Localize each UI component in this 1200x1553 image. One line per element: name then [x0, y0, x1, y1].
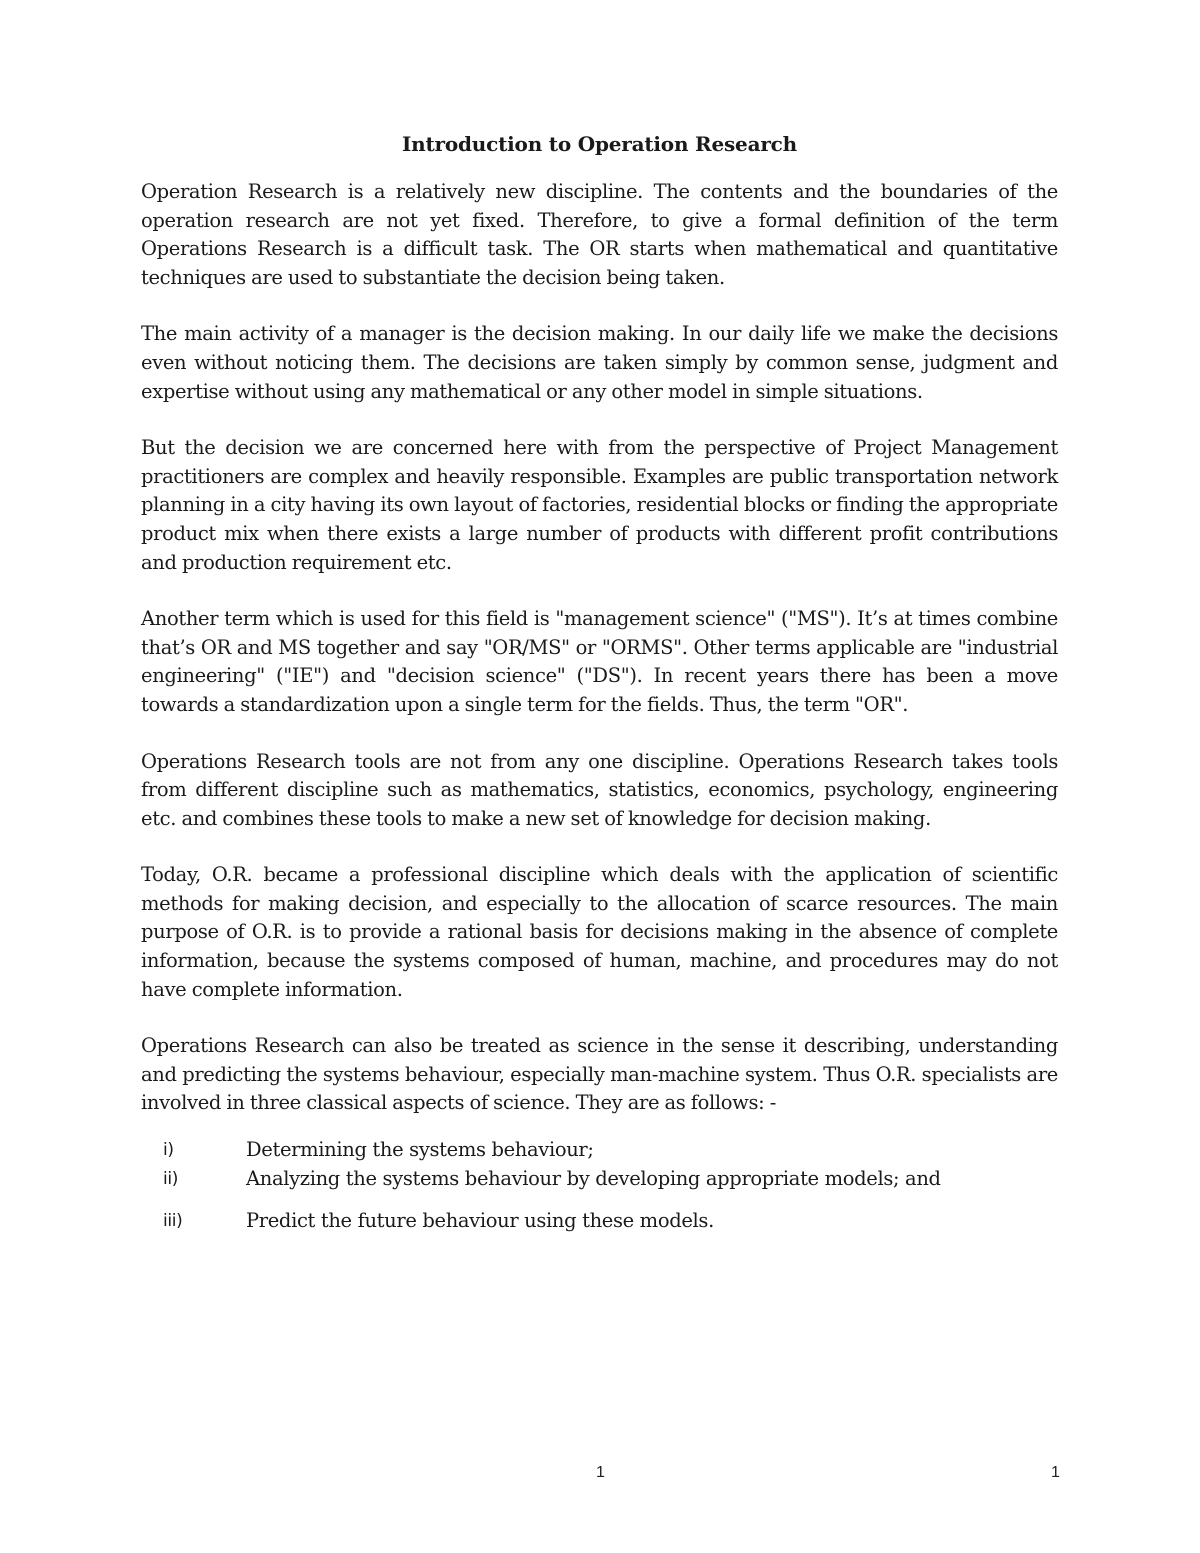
list-item-number: iii): [163, 1211, 183, 1232]
document-body: [141, 130, 1058, 1236]
page-number-right: 1: [1051, 1464, 1060, 1481]
list-item: [141, 1136, 1058, 1165]
paragraph-management-science: Another term which is used for this field is "management science" ("MS"). It’s at times combine that’s OR and MS together and say "OR/MS" or "ORMS". Other terms applicable are "industrial engineering" ("IE") and "decision science" ("DS"). In recent years there has been a move towards a standardization upon a single term for the fields. Thus, the term "OR".: [141, 607, 1058, 716]
aspects-list: [141, 1136, 1058, 1236]
list-item-text: Determining the systems behaviour;: [246, 1138, 594, 1162]
paragraph-science-aspects: Operations Research can also be treated as science in the sense it describing, understanding and predicting the systems behaviour, especially man-machine system. Thus O.R. specialists are involved in three classical aspects of science. They are as follows: -: [141, 1034, 1058, 1115]
paragraph-manager-decision: The main activity of a manager is the decision making. In our daily life we make the decisions even without noticing them. The decisions are taken simply by common sense, judgment and expertise without using any mathematical or any other model in simple situations.: [141, 322, 1058, 403]
paragraph-definition: Operation Research is a relatively new discipline. The contents and the boundaries of the operation research are not yet fixed. Therefore, to give a formal definition of the term Operations Research is a difficult task. The OR starts when mathematical and quantitative techniques are used to substantiate the decision being taken.: [141, 180, 1058, 289]
paragraph-complex-decisions: But the decision we are concerned here with from the perspective of Project Management practitioners are complex and heavily responsible. Examples are public transportation network planning in a city having its own layout of factories, residential blocks or finding the appropriate product mix when there exists a large number of products with different profit contributions and production requirement etc.: [141, 436, 1058, 574]
list-item-number: ii): [163, 1168, 179, 1189]
list-item: [141, 1207, 1058, 1236]
paragraph-tools: Operations Research tools are not from any one discipline. Operations Research takes tools from different discipline such as mathematics, statistics, economics, psychology, engineering etc. and combines these tools to make a new set of knowledge for decision making.: [141, 749, 1058, 830]
list-item: [141, 1165, 1058, 1194]
list-item-text: Predict the future behaviour using these models.: [246, 1209, 714, 1233]
list-item-number: i): [163, 1140, 174, 1161]
list-item-text: Analyzing the systems behaviour by developing appropriate models; and: [246, 1166, 941, 1190]
document-title: Introduction to Operation Research: [402, 132, 797, 156]
paragraph-professional-discipline: Today, O.R. became a professional discipline which deals with the application of scientific methods for making decision, and especially to the allocation of scarce resources. The main purpose of O.R. is to provide a rational basis for decisions making in the absence of complete information, because the systems composed of human, machine, and procedures may do not have complete information.: [141, 863, 1058, 1001]
page-number-center: 1: [596, 1464, 605, 1481]
